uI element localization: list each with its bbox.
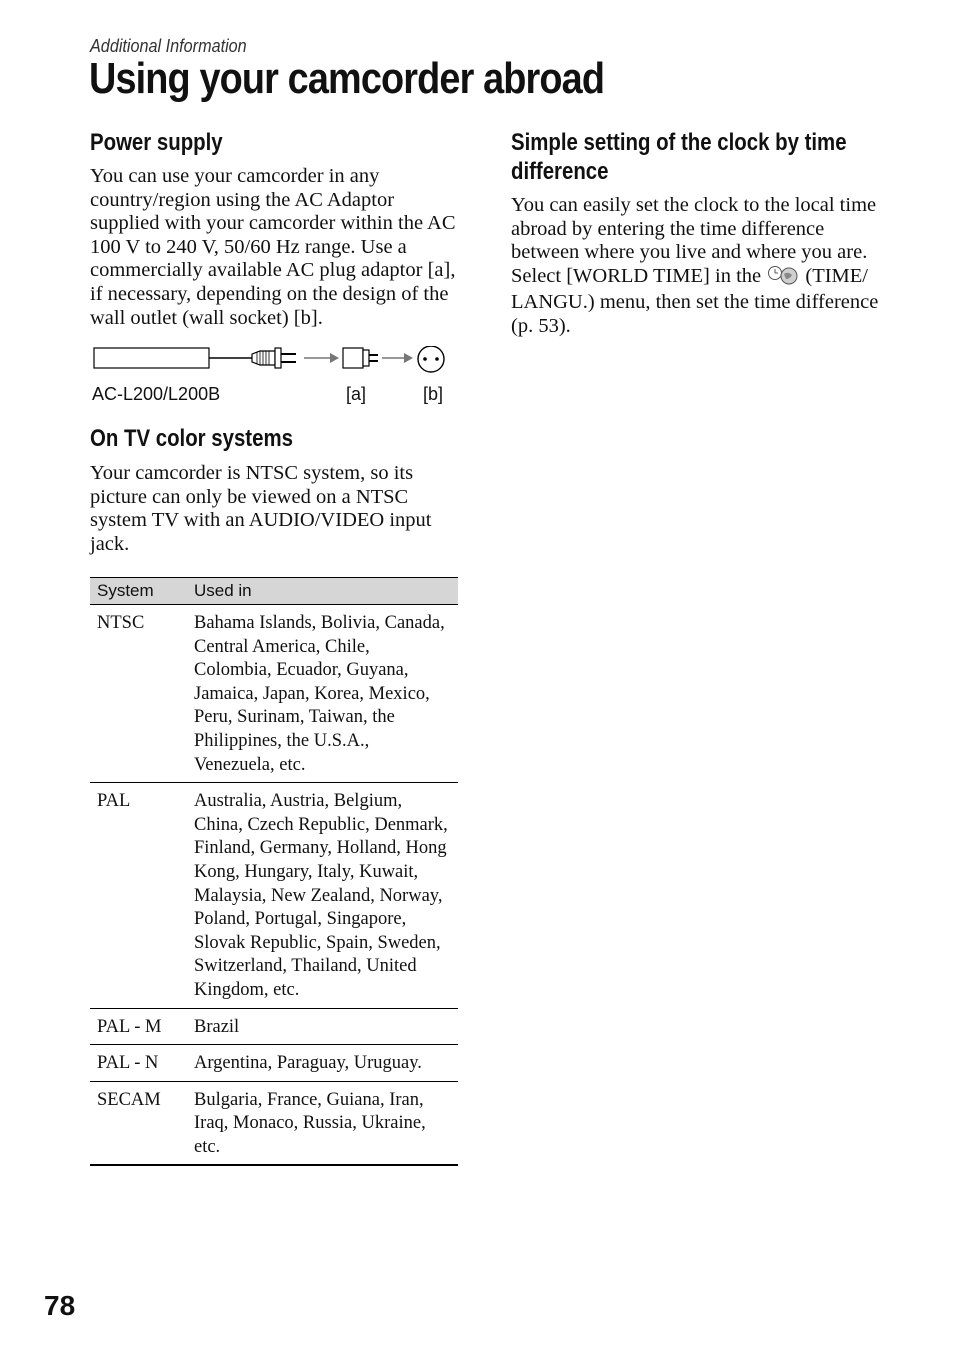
arrow-right-icon [382,353,413,363]
tv-systems-heading: On TV color systems [90,425,293,452]
used-in-cell: Australia, Austria, Belgium, China, Czech Republic, Denmark, Finland, Germany, Holland, Hong Kong, Hungary, Italy, Kuwait, Malaysia, New Zealand, Norway, Poland, Portugal, Singapore, Slovak Republic, Spain, Sweden, Switzerland, Thailand, United Kingdom, etc. [187,783,458,1008]
power-supply-heading: Power supply [90,129,223,156]
arrow-right-icon [304,353,339,363]
plug-adaptor-label: [a] [346,384,367,405]
system-cell: PAL - M [90,1008,187,1045]
system-cell: NTSC [90,605,187,783]
clock-text-part1: You can easily set the clock to the local time abroad by entering the time difference between where you live and where you are. Select [WORLD TIME] in the [511,194,877,287]
system-cell: PAL [90,783,187,1008]
tv-systems-table [90,577,458,1166]
wall-socket-icon [418,346,444,372]
wall-socket-label: [b] [423,384,444,405]
page-number: 78 [44,1290,76,1321]
plug-adaptor-icon [343,348,378,368]
column-header-system: System [90,578,187,605]
system-cell: SECAM [90,1081,187,1165]
ac-plug-icon [252,348,296,368]
table-row [90,1045,458,1082]
clock-text [511,194,883,339]
ac-adaptor-body [94,348,209,368]
power-supply-section [90,128,458,406]
tv-systems-text: Your camcorder is NTSC system, so its picture can only be viewed on a NTSC system TV with an AUDIO/VIDEO input jack. [90,462,432,555]
clock-heading: Simple setting of the clock by time difference [511,129,847,185]
power-supply-text: You can use your camcorder in any country/region using the AC Adaptor supplied with your camcorder within the AC 100 V to 240 V, 50/60 Hz range. Use a commercially available AC plug adaptor [a], if necessary, depending on the design of the wall outlet (wall socket) [b]. [90,165,456,329]
column-header-used-in: Used in [187,578,458,605]
used-in-cell: Brazil [187,1008,458,1045]
page-title: Using your camcorder abroad [89,54,605,103]
used-in-cell: Argentina, Paraguay, Uruguay. [187,1045,458,1082]
adaptor-model-label: AC-L200/L200B [92,384,221,405]
section-label: Additional Information [90,36,247,56]
system-cell: PAL - N [90,1045,187,1082]
table-header-row [90,578,458,605]
table-row [90,1008,458,1045]
clock-text-part2: (TIME/ LANGU.) menu, then set the time difference (p. 53). [511,264,879,337]
table-row [90,783,458,1008]
ac-adaptor-illustration [90,346,458,386]
used-in-cell: Bahama Islands, Bolivia, Canada, Central America, Chile, Colombia, Ecuador, Guyana, Jamaica, Japan, Korea, Mexico, Peru, Surinam, Taiwan, the Philippines, the U.S.A., Venezuela, etc. [187,605,458,783]
table-row [90,1081,458,1165]
ac-adaptor-diagram [90,346,458,406]
time-langu-icon [766,265,800,292]
table-row [90,605,458,783]
used-in-cell: Bulgaria, France, Guiana, Iran, Iraq, Monaco, Russia, Ukraine, etc. [187,1081,458,1165]
clock-section [511,128,891,339]
